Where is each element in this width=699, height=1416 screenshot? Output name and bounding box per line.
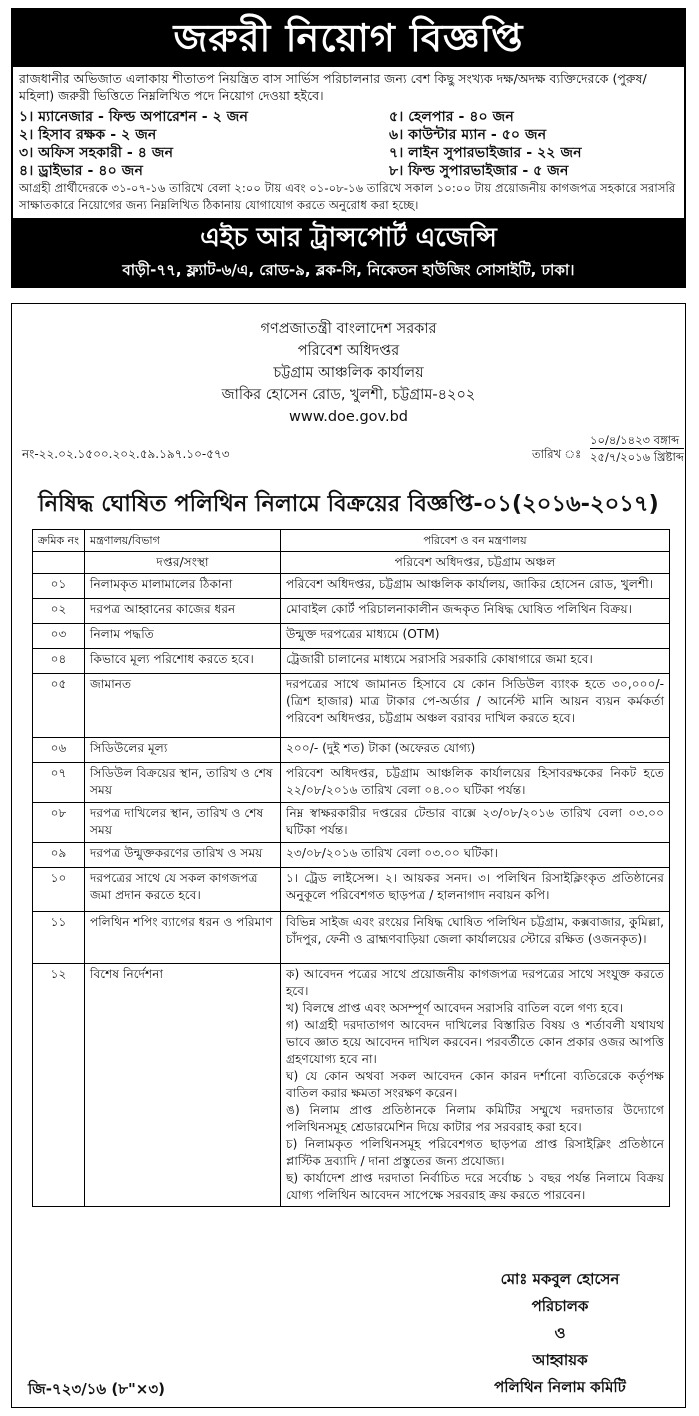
notice-title: নিষিদ্ধ ঘোষিত পলিথিন নিলামে বিক্রয়ের বিজ্ঞপ্তি-০১(২০১৬-২০১৭) [38,491,659,517]
position-item: ২। হিসাব রক্ষক - ২ জন [19,127,157,143]
government-name: গণপ্রজাতন্ত্রী বাংলাদেশ সরকার [260,321,437,337]
table-row [33,674,670,738]
ad-positions [13,106,684,180]
table-row [33,649,670,674]
ad-title: জরুরী নিয়োগ বিজ্ঞপ্তি [13,10,684,67]
row-item: দরপত্র দাখিলের স্থান, তারিখ ও শেষ সময় [85,803,281,843]
row-serial: ০৭ [33,763,85,803]
instruction-item: ঘ) যে কোন অথবা সকল আবেদন কোন কারন দর্শানো ব্যতিরেকে কর্তৃপক্ষ বাতিল করার ক্ষমতা সংরক্ষণ করেন। [286,1069,664,1100]
row-detail: নিম্ন স্বাক্ষরকারীর দপ্তরের টেন্ডার বাক্সে ২৩/০৮/২০১৬ তারিখ বেলা ০৩.০০ ঘটিকা পর্যন্ত। [281,803,670,843]
instruction-item: ক) আবেদন পত্রের সাথে প্রয়োজনীয় কাগজপত্র দরপত্রের সাথে সংযুক্ত করতে হবে। [286,967,664,998]
table-row [33,803,670,843]
row-item: দরপত্রের সাথে যে সকল কাগজপত্র জমা প্রদান করতে হবে। [85,868,281,912]
row-item: দরপত্র উন্মুক্তকরণের তারিখ ও সময় [85,843,281,868]
row-detail: বিভিন্ন সাইজ এবং রংয়ের নিষিদ্ধ ঘোষিত পলিথিন চট্টগ্রাম, কক্সবাজার, কুমিল্লা, চাঁদপুর, ফেনী ও ব্রাহ্মণবাড়িয়া জেলা কার্যালয়ের স্টোরে রক্ষিত (ওজনকৃত)। [281,912,670,964]
row-serial: ০৩ [33,624,85,649]
date-label: তারিখ ঃ [532,447,582,461]
signatory-committee: পলিথিন নিলাম কমিটি [494,1378,626,1396]
row-item: নিলাম পদ্ধতি [85,624,281,649]
row-detail: ১। ট্রেড লাইসেন্স। ২। আয়কর সনদ। ৩। পলিথিন রিসাইক্লিংকৃত প্রতিষ্ঠানের অনুকূলে পরিবেশগত ছাড়পত্র / হালনাগাদ নবায়ন কপি। [281,868,670,912]
row-detail: পরিবেশ অধিদপ্তর, চট্টগ্রাম আঞ্চলিক কার্যালয়ের হিসাবরক্ষকের নিকট হতে ২২/০৮/২০১৬ তারিখ বেলা ০৪.০০ ঘটিকা পর্যন্ত। [281,763,670,803]
position-item: ১। ম্যানেজার - ফিল্ড অপারেশন - ২ জন [19,109,248,125]
signatory-and: ও [554,1324,566,1342]
table-row [33,574,670,599]
memo-number: নং-২২.০২.১৫০০.২০২.৫৯.১৯৭.১০-৫৭৩ [22,447,230,461]
tender-notice [11,303,686,1408]
ad-footer [13,218,684,288]
row-item: সিডিউল বিক্রয়ের স্থান, তারিখ ও শেষ সময় [85,763,281,803]
row-detail: ২৩/০৮/২০১৬ তারিখ বেলা ০৩.০০ ঘটিকা। [281,843,670,868]
row-detail: ট্রেজারী চালানের মাধ্যমে সরাসরি সরকারি কোষাগারে জমা হবে। [281,649,670,674]
reference-row [12,432,685,472]
table-row [33,763,670,803]
instruction-item: গ) আগ্রহী দরদাতাগণ আবেদন দাখিলের বিস্তারিত বিষয় ও শর্তাবলী যথাযথ ভাবে জ্ঞাত হয়ে আবেদন দাখিল করবেন। পরবর্তীতে কোন প্রকার ওজর আপত্তি গ্রহণযোগ্য হবে না। [286,1018,664,1066]
signatory-role: আহ্বায়ক [532,1351,588,1369]
table-row [33,843,670,868]
agency-address: বাড়ী-৭৭, ফ্ল্যাট-৬/এ, রোড-৯, ব্লক-সি, নিকেতন হাউজিং সোসাইটি, ঢাকা। [122,261,575,279]
instruction-item: ঙ) নিলাম প্রাপ্ত প্রতিষ্ঠানকে নিলাম কমিটির সম্মুখে দরদাতার উদ্যোগে পলিথিনসমূহ শ্রেডারমেশিন দিয়ে কাটার পর সরবরাহ করা হবে। [286,1103,664,1134]
header-serial: ক্রমিক নং [33,530,85,552]
table-row [33,868,670,912]
row-serial: ১১ [33,912,85,964]
table-subheader-row [33,552,670,574]
subheader-office-label: দপ্তর/সংস্থা [85,552,281,574]
row-detail: পরিবেশ অধিদপ্তর, চট্টগ্রাম আঞ্চলিক কার্যালয়, জাকির হোসেন রোড, খুলশী। [281,574,670,599]
row-detail: দরপত্রের সাথে জামানত হিসাবে যে কোন সিডিউল ব্যাংক হতে ৩০,০০০/- (ত্রিশ হাজার) মাত্র টাকার পে-অর্ডার / আর্নেস্ট মানি আয়ন ব্যয়ন কর্মকর্তা পরিবেশ অধিদপ্তর, চট্টগ্রাম অঞ্চল বরাবর দাখিল করতে হবে। [281,674,670,738]
row-item: জামানত [85,674,281,738]
position-item: ৭। লাইন সুপারভাইজার - ২২ জন [389,145,582,161]
row-serial: ০৮ [33,803,85,843]
header-ministry-value: পরিবেশ ও বন মন্ত্রণালয় [281,530,670,552]
row-item: কিভাবে মূল্য পরিশোধ করতে হবে। [85,649,281,674]
date-bangla: ১০/৪/১৪২৩ বঙ্গাব্দ [590,432,684,449]
table-row [33,912,670,964]
ad-code: জি-৭২৩/১৬ (৮"×৩) [28,1380,165,1398]
website: www.doe.gov.bd [288,409,408,425]
header-ministry-label: মন্ত্রণালয়/বিভাগ [85,530,281,552]
department-name: পরিবেশ অধিদপ্তর [297,343,400,359]
row-serial: ০৯ [33,843,85,868]
row-detail: মোবাইল কোর্ট পরিচালনাকালীন জব্দকৃত নিষিদ্ধ ঘোষিত পলিথিন বিক্রয়। [281,599,670,624]
row-serial: ১২ [33,964,85,1207]
table-row [33,624,670,649]
office-name: চট্টগ্রাম আঞ্চলিক কার্যালয় [273,365,424,381]
position-item: ৫। হেলপার - ৪০ জন [389,109,514,125]
ad-intro: রাজধানীর অভিজাত এলাকায় শীতাতপ নিয়ন্ত্রিত বাস সার্ভিস পরিচালনার জন্য বেশ কিছু সংখ্যক দক্ষ/অদক্ষ ব্যক্তিদেরকে (পুরুষ/মহিলা) জরুরী ভিত্তিতে নিম্নলিখিত পদে নিয়োগ দেওয়া হইবে। [19,71,647,103]
subheader-office-value: পরিবেশ অধিদপ্তর, চট্টগ্রাম অঞ্চল [281,552,670,574]
row-detail: ২০০/- (দুই শত) টাকা (অফেরত যোগ্য) [281,738,670,763]
position-item: ৬। কাউন্টার ম্যান - ৫০ জন [389,127,547,143]
office-address: জাকির হোসেন রোড, খুলশী, চট্টগ্রাম-৪২০২ [221,387,476,403]
table-row [33,964,670,1207]
row-item: বিশেষ নির্দেশনা [85,964,281,1207]
row-serial: ০২ [33,599,85,624]
notice-header [12,304,685,428]
ad-interview-note: আগ্রহী প্রার্থীদেরকে ৩১-০৭-১৬ তারিখে বেলা ২:০০ টায় এবং ০১-০৮-১৬ তারিখে সকাল ১০:০০ টায় প্রয়োজনীয় কাগজপত্র সহকারে সরাসরি সাক্ষাতকারে নিয়োগের জন্য নিম্নলিখিত ঠিকানায় যোগাযোগ করতে অনুরোধ করা হচ্ছে। [19,181,676,212]
signatory-title: পরিচালক [531,1297,589,1315]
signatory-name: মোঃ মকবুল হোসেন [500,1270,620,1288]
instruction-item: ছ) কার্যাদেশ প্রাপ্ত দরদাতা নির্বাচিত দরে সর্বোচ্চ ১ বছর পর্যন্ত নিলামে বিক্রয় যোগ্য পলিথিন আবেদন সাপেক্ষে সরবরাহ ক্রয় করতে পারবেন। [286,1171,664,1202]
subheader-serial [33,552,85,574]
table-row [33,738,670,763]
row-item: দরপত্র আহ্বানের কাজের ধরন [85,599,281,624]
job-advertisement [11,8,686,288]
position-item: ৮। ফিল্ড সুপারভাইজার - ৫ জন [389,163,569,179]
positions-left-column [19,108,389,180]
agency-name: এইচ আর ট্রান্সপোর্ট এজেন্সি [200,223,497,253]
row-detail: উন্মুক্ত দরপত্রের মাধ্যমে (OTM) [281,624,670,649]
row-item: নিলামকৃত মালামালের ঠিকানা [85,574,281,599]
row-serial: ০৬ [33,738,85,763]
date-values [590,432,684,465]
row-serial: ১০ [33,868,85,912]
instruction-item: খ) বিলম্বে প্রাপ্ত এবং অসম্পূর্ণ আবেদন সরাসরি বাতিল বলে গণ্য হবে। [286,1001,624,1015]
table-row [33,599,670,624]
row-serial: ০৫ [33,674,85,738]
date-english: ২৫/৭/২০১৬ খ্রিষ্টাব্দ [590,450,684,464]
special-instructions [281,964,670,1207]
row-serial: ০১ [33,574,85,599]
row-item: পলিথিন শপিং ব্যাগের ধরন ও পরিমাণ [85,912,281,964]
tender-table [32,529,670,1207]
row-serial: ০৪ [33,649,85,674]
table-header-row [33,530,670,552]
position-item: ৩। অফিস সহকারী - ৪ জন [19,145,174,161]
position-item: ৪। ড্রাইভার - ৪০ জন [19,163,143,179]
instruction-item: চ) নিলামকৃত পলিথিনসমূহ পরিবেশগত ছাড়পত্র প্রাপ্ত রিসাইক্লিং প্রতিষ্ঠানে প্লাস্টিক দ্রব্যাদি / দানা প্রস্তুতের জন্য প্রযোজ্য। [286,1137,664,1168]
positions-right-column [389,108,582,180]
row-item: সিডিউলের মূল্য [85,738,281,763]
signature-block [455,1266,665,1401]
